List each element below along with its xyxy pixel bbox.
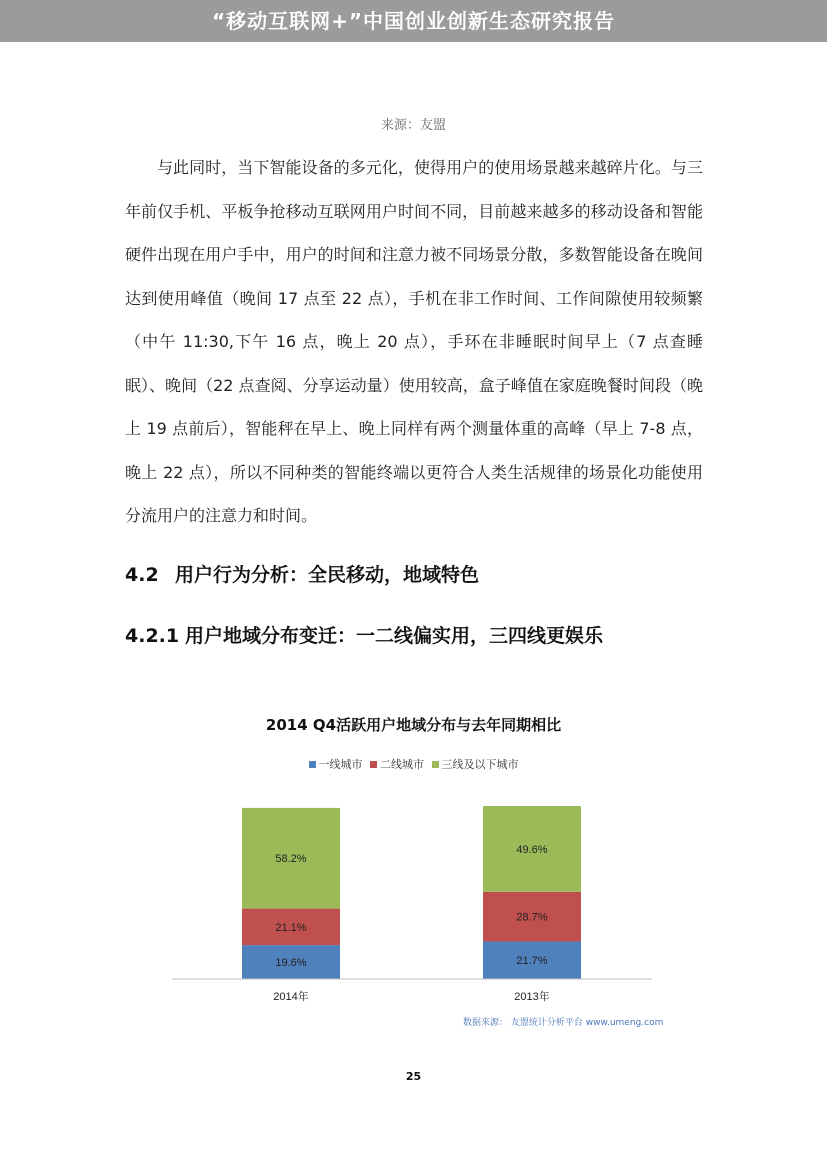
page-number: 25 [405,1070,422,1083]
legend-item-tier3 [432,756,519,772]
chart-title: 2014 Q4活跃用户地域分布与去年同期相比 [265,716,562,734]
x-tick-label-2: 2013年 [514,991,550,1003]
legend-label-tier2: 二线城市 [380,758,424,771]
data-label-3-1: 58.2% [275,853,307,866]
legend-swatch-tier3 [432,761,439,768]
subsection-heading-4-2-1 [125,621,603,648]
subsection-number: 4.2.1 [125,625,180,647]
data-label-1-2: 21.7% [516,955,548,968]
section-title: 用户行为分析：全民移动，地域特色 [175,564,480,586]
report-title: “移动互联网+”中国创业创新生态研究报告 [211,9,616,33]
data-label-3-2: 49.6% [516,843,548,856]
subsection-title: 用户地域分布变迁：一二线偏实用，三四线更娱乐 [185,625,604,647]
source-caption: 来源：友盟 [380,118,446,133]
chart-source-note: 数据来源： 友盟统计分析平台 www.umeng.com [463,1018,664,1028]
section-number: 4.2 [125,564,159,586]
legend-item-tier1 [309,756,363,772]
data-label-2-2: 28.7% [516,911,548,924]
data-label-2-1: 21.1% [275,921,307,934]
section-heading-4-2 [125,560,479,587]
legend-label-tier1: 一线城市 [318,758,363,771]
legend-swatch-tier2 [370,761,377,768]
legend-item-tier2 [370,756,424,772]
stacked-bar-chart [160,790,670,1012]
report-header [0,0,827,42]
legend-label-tier3: 三线及以下城市 [441,758,519,771]
data-label-1-1: 19.6% [275,957,307,970]
body-paragraph: 与此同时，当下智能设备的多元化，使得用户的使用场景越来越碎片化。与三年前仅手机、平板争抢移动互联网用户时间不同，目前越来越多的移动设备和智能硬件出现在用户手中，用户的时间和注意力被不同场景分散，多数智能设备在晚间达到使用峰值（晚间 17 点至 22 点），手机在非工作时间、工作间隙使用较频繁（中午 11:30,下午 16 点，晚上 20 点），手环在非睡眠时间早上（7 点查睡眠）、晚间（22 点查阅、分享运动量）使用较高，盒子峰值在家庭晚餐时间段（晚上 19 点前后），智能秤在早上、晚上同样有两个测量体重的高峰（早上 7-8 点，晚上 22 点），所以不同种类的智能终端以更符合人类生活规律的场景化功能使用分流用户的注意力和时间。 [125,158,703,525]
chart-legend [0,756,827,772]
legend-swatch-tier1 [309,761,316,768]
x-tick-label-1: 2014年 [273,991,309,1003]
